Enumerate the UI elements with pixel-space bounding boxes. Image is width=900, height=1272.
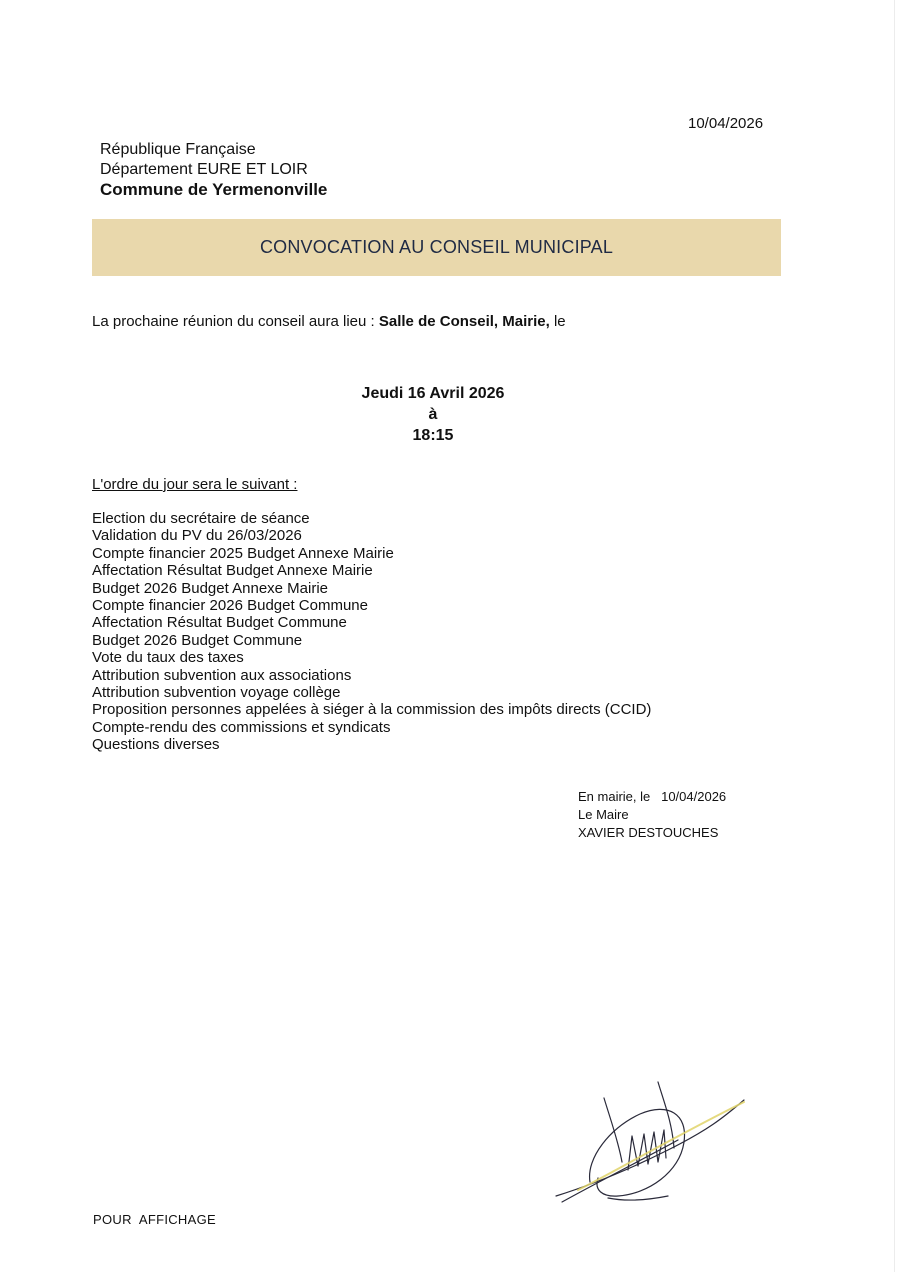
intro-suffix: le bbox=[549, 313, 566, 330]
document-title: CONVOCATION AU CONSEIL MUNICIPAL bbox=[259, 237, 614, 257]
letterhead-country: République Française bbox=[100, 141, 256, 158]
agenda-item: Compte financier 2026 Budget Commune bbox=[92, 597, 368, 615]
letterhead-commune: Commune de Yermenonville bbox=[100, 180, 328, 199]
signature-name: XAVIER DESTOUCHES bbox=[578, 825, 719, 840]
agenda-item: Questions diverses bbox=[92, 736, 220, 754]
intro-text: La prochaine réunion du conseil aura lieu : bbox=[92, 313, 379, 330]
document-date: 10/04/2026 bbox=[688, 115, 764, 132]
agenda-item: Affectation Résultat Budget Commune bbox=[92, 614, 347, 632]
agenda-item: Election du secrétaire de séance bbox=[92, 510, 310, 527]
signature-role: Le Maire bbox=[578, 807, 629, 822]
agenda-item: Affectation Résultat Budget Annexe Mairie bbox=[92, 562, 373, 580]
agenda-title: L'ordre du jour sera le suivant : bbox=[92, 476, 298, 493]
agenda-item: Attribution subvention aux associations bbox=[92, 666, 352, 684]
agenda-item: Compte financier 2025 Budget Annexe Mairie bbox=[92, 544, 394, 562]
meeting-connector: à bbox=[428, 406, 438, 423]
agenda-list bbox=[92, 510, 651, 754]
meeting-intro bbox=[92, 313, 566, 330]
page-edge-line bbox=[894, 0, 895, 1272]
agenda-item: Proposition personnes appelées à siéger à la commission des impôts directs (CCID) bbox=[92, 701, 652, 719]
meeting-place: Salle de Conseil, Mairie, bbox=[378, 313, 550, 330]
posting-notice: POUR AFFICHAGE bbox=[93, 1212, 216, 1227]
agenda-item: Budget 2026 Budget Annexe Mairie bbox=[92, 579, 329, 597]
meeting-time: 18:15 bbox=[412, 427, 454, 444]
meeting-day: Jeudi 16 Avril 2026 bbox=[361, 385, 505, 402]
meeting-datetime bbox=[333, 383, 533, 446]
title-banner bbox=[92, 219, 781, 276]
agenda-item: Attribution subvention voyage collège bbox=[92, 684, 341, 702]
agenda-item: Validation du PV du 26/03/2026 bbox=[92, 527, 302, 545]
handwritten-signature bbox=[548, 1078, 748, 1208]
letterhead bbox=[100, 140, 327, 200]
agenda-item: Compte-rendu des commissions et syndicats bbox=[92, 718, 391, 736]
letterhead-department: Département EURE ET LOIR bbox=[100, 161, 308, 178]
signature-place-date: En mairie, le 10/04/2026 bbox=[578, 789, 727, 804]
agenda-item: Vote du taux des taxes bbox=[92, 649, 244, 667]
agenda-item: Budget 2026 Budget Commune bbox=[92, 631, 303, 649]
signature-block bbox=[578, 788, 726, 842]
